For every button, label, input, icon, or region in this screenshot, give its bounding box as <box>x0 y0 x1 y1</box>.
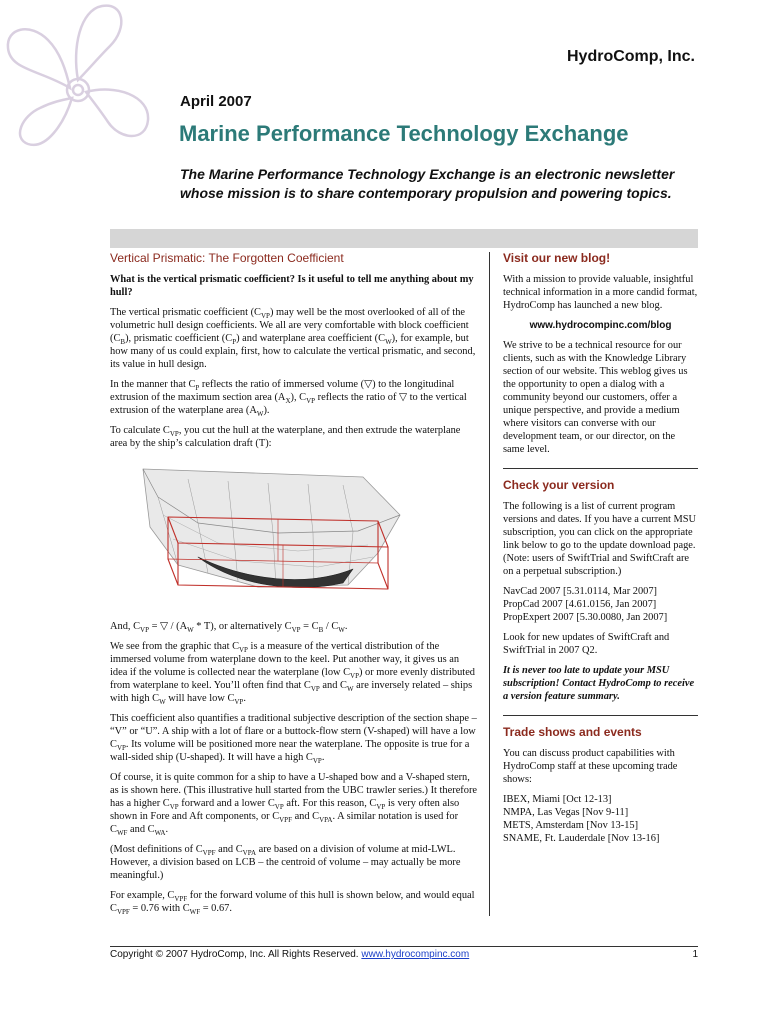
page-number: 1 <box>692 949 698 960</box>
blog-link[interactable]: www.hydrocompinc.com/blog <box>529 320 672 331</box>
main-article <box>110 252 478 922</box>
version-link-navcad[interactable]: NavCad 2007 [5.31.0114, Mar 2007] <box>503 586 658 597</box>
sidebar-divider <box>503 715 698 716</box>
event-item: NMPA, Las Vegas [Nov 9-11] <box>503 807 629 818</box>
version-heading: Check your version <box>503 478 615 492</box>
event-item: SNAME, Ft. Lauderdale [Nov 13-16] <box>503 833 660 844</box>
article-question: What is the vertical prismatic coefficient? Is it useful to tell me anything about my hull? <box>110 274 474 298</box>
event-item: METS, Amsterdam [Nov 13-15] <box>503 820 639 831</box>
article-paragraph: Of course, it is quite common for a ship to have a U-shaped bow and a V-shaped stern, as is shown here. (This illustrative hull started from the UBC trawler series.) It therefore has a higher $C_{VP}$ forward and a lower $C_{VP}$ aft. For this reason, $C_{VP}$ is very often also shown in Fore and Aft components, or $C_{VPF}$ and $C_{VPA}$. A similar notation is used for $C_{WF}$ and $C_{WA}$. <box>110 772 478 838</box>
mission-statement: The Marine Performance Technology Exchange is an electronic newsletter whose mission is to share contemporary propulsion and powering topics. <box>180 166 675 201</box>
sidebar <box>503 252 698 852</box>
article-paragraph: And, $C_{VP}$ = ▽ / $(A_W * T)$, or alternatively $C_{VP} = C_B / C_W$. <box>110 621 348 635</box>
version-link-propexpert[interactable]: PropExpert 2007 [5.30.0080, Jan 2007] <box>503 612 668 623</box>
blog-paragraph: We strive to be a technical resource for our clients, such as with the Knowledge Library section of our website. This weblog gives us the opportunity to open a dialog with a community beyond our customers, offer a unique perspective, and provide a medium where visitors can converse with our development team, or our director, on the same level. <box>503 340 688 455</box>
article-paragraph: The vertical prismatic coefficient $(C_{VP})$ may well be the most overlooked of all of the volumetric hull design coefficients. We all are very comfortable with block coefficient $(C_B)$, prismatic coefficient $(C_P)$ and waterplane area coefficient $(C_W)$, for example, but how many of us could explain, first, how to calculate the vertical prismatic, and second, its value in hull design. <box>110 307 476 370</box>
article-paragraph: In the manner that $C_P$ reflects the ratio of immersed volume (▽) to the longitudinal extrusion of the maximum section area $(A_X)$, $C_{VP}$ reflects the ratio of ▽ to the vertical extrusion of the waterplane area $(A_W)$. <box>110 379 467 419</box>
version-paragraph: The following is a list of current program versions and dates. If you have a current MSU subscription, you can click on the appropriate link below to go to the update download page. (Note: users of SwiftTrial and SwiftCraft are on a perpetual subscription.) <box>503 501 697 577</box>
copyright-text: Copyright © 2007 HydroComp, Inc. All Rights Reserved. <box>110 949 359 960</box>
article-paragraph: To calculate $C_{VP}$, you cut the hull at the waterplane, and then extrude the waterplane area by the ship’s calculation draft (T): <box>110 425 461 449</box>
version-callout: It is never too late to update your MSU subscription! Contact HydroComp to receive a version feature summary. <box>503 665 695 702</box>
footer <box>110 949 698 960</box>
article-paragraph: This coefficient also quantifies a traditional subjective description of the section shape – “V” or “U”. A ship with a lot of flare or a buttock-flow stern (V-shaped) will have a low $C_{VP}$. Its volume will be positioned more near the waterplane. The opposite is true for a wall-sided ship (U-shaped). It will have a high $C_{VP}$. <box>110 713 477 766</box>
event-item: IBEX, Miami [Oct 12-13] <box>503 794 612 805</box>
events-heading: Trade shows and events <box>503 725 642 739</box>
blog-heading: Visit our new blog! <box>503 251 611 265</box>
version-list <box>503 585 698 624</box>
blog-paragraph: With a mission to provide valuable, insightful technical information in a more candid format, HydroComp has launched a new blog. <box>503 274 698 311</box>
column-divider <box>489 252 490 916</box>
section-banner <box>110 229 698 248</box>
article-paragraph: We see from the graphic that $C_{VP}$ is a measure of the vertical distribution of the immersed volume from waterplane down to the keel. Put another way, it gives us an idea if the volume is collected near the waterplane (low $C_{VP}$) or more evenly distributed from waterplane to keel. You’ll often find that $C_{VP}$ and $C_W$ are inversely related – ships with high $C_W$ will have low $C_{VP}$. <box>110 641 475 707</box>
version-link-propcad[interactable]: PropCad 2007 [4.61.0156, Jan 2007] <box>503 599 657 610</box>
footer-divider <box>110 946 698 947</box>
sidebar-divider <box>503 468 698 469</box>
newsletter-title: Marine Performance Technology Exchange <box>179 121 629 146</box>
website-link[interactable]: www.hydrocompinc.com <box>361 949 470 960</box>
version-paragraph: Look for new updates of SwiftCraft and SwiftTrial in 2007 Q2. <box>503 632 670 656</box>
events-paragraph: You can discuss product capabilities with HydroComp staff at these upcoming trade shows: <box>503 748 678 785</box>
article-heading: Vertical Prismatic: The Forgotten Coefficient <box>110 251 344 265</box>
hull-illustration <box>138 457 403 612</box>
events-list <box>503 793 698 845</box>
propeller-logo-icon <box>0 0 175 160</box>
article-paragraph: (Most definitions of $C_{VPF}$ and $C_{VPA}$ are based on a division of volume at mid-LWL. However, a division based on LCB – the centroid of volume – may actually be more meaningful.) <box>110 844 461 881</box>
issue-date: April 2007 <box>180 93 252 110</box>
article-paragraph: For example, $C_{VPF}$ for the forward volume of this hull is shown below, and would equal $C_{VPF} = 0.76$ with $C_{WF} = 0.67$. <box>110 890 475 917</box>
company-name: HydroComp, Inc. <box>566 48 695 65</box>
